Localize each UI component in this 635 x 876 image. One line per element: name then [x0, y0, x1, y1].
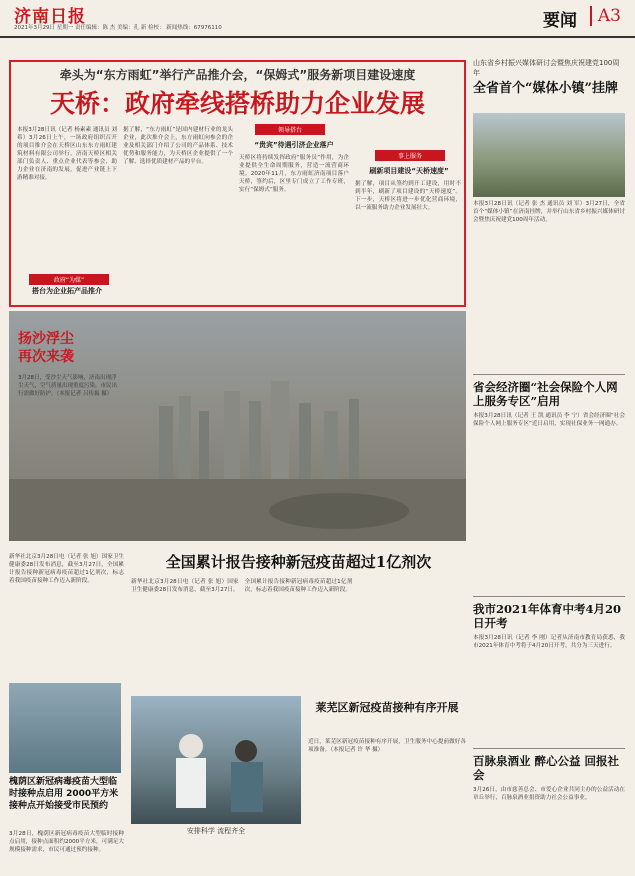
vaccine-text-left: 新华社北京3月28日电（记者 张 旭）国家卫生健康委28日发布消息，截至3月27日，全国累计报告接种新冠病毒疫苗超过1亿剂次，标志着我国疫苗接种工作迈入新阶段。	[9, 554, 124, 584]
divider	[473, 748, 625, 749]
lead-column-2: 据了解，“东方雨虹”是国内建材行业的龙头企业，此次推介会上，东方雨虹向参会的企业及相关部门介绍了公司的产品体系、技术优势和服务能力，为天桥区企业提供了一个了解、选择优质建材产品的平台。	[123, 127, 233, 165]
page-number: A3	[590, 6, 621, 26]
subtitle-1: 搭台为企业拓产品推介	[32, 287, 102, 295]
vaccination-photo	[131, 696, 301, 824]
right-item-2-headline: 省会经济圈“社会保险个人网上服务专区”启用	[473, 380, 618, 408]
newspaper-brand: 济南日报	[14, 7, 86, 27]
right-item-1-text: 本报3月28日讯（记者 张 杰 通讯员 刘 军）3月27日，全省首个“媒体小镇”在济南挂牌，并举行山东省乡村振兴媒体研讨会暨焦庆祝建党100周年活动。	[473, 201, 625, 223]
photo-title-2: 再次来袭	[18, 349, 74, 365]
vaccination-site-photo	[9, 683, 121, 773]
photo-caption-block	[18, 330, 118, 398]
right-item-1-kicker: 山东省乡村振兴媒体研讨会暨焦庆祝建党100周年	[473, 59, 620, 77]
lead-column-1: 本报3月28日讯（记者 杨素素 通讯员 刘希）3月26日上午，一场政府组织召开的项目推介会在天桥区山东东方雨虹建筑材料有限公司举行，济南天桥区相关部门负责人、重点企业代表等参会，助力企业在济南的发展，促进产业链上下游精准对接。	[17, 127, 117, 181]
subtitle-2: “贵宾”待遇引济企业落户	[254, 141, 334, 149]
masthead	[0, 0, 635, 38]
media-town-photo	[473, 113, 625, 197]
vaccine-text-main: 新华社北京3月28日电（记者 张 旭）国家卫生健康委28日发布消息，截至3月27日，全国累计报告接种新冠病毒疫苗超过1亿剂次，标志着我国疫苗接种工作迈入新阶段。	[131, 579, 353, 593]
photo-caption: 3月28日，受沙尘天气影响，济南出现浮尘天气，空气质量出现重度污染。市民出行需做好防护。（本报记者 吕传振 摄）	[18, 375, 118, 397]
right-item-3-headline: 我市2021年体育中考4月20日开考	[473, 602, 622, 630]
lead-article	[9, 60, 466, 307]
photo-title-1: 扬沙浮尘	[18, 331, 74, 347]
laiwu-text: 近日，莱芜区新冠疫苗接种有序开展，卫生服务中心提前做好各项准备。（本报记者 许 华 摄）	[308, 739, 466, 753]
right-item-1	[473, 58, 625, 96]
lead-kicker: 牵头为“东方雨虹”举行产品推介会，“保姆式”服务新项目建设速度	[59, 68, 416, 82]
photo4-caption: 安排科学 流程齐全	[186, 827, 246, 835]
huaiyin-headline: 槐荫区新冠病毒疫苗大型临时接种点启用 2000平方米接种点开始接受市民预约	[9, 777, 119, 811]
lead-headline: 天桥：政府牵线搭桥助力企业发展	[49, 89, 425, 118]
vaccine-headline: 全国累计报告接种新冠疫苗超过1亿剂次	[165, 553, 432, 571]
lead-column-3: 天桥区将持续发挥政府“服务员”作用，为企业提供全生命周期服务，营造一流营商环境。2020年11月，东方雨虹济南项目落户天桥，签约后，区里专门成立了工作专班，实行“保姆式”服务。	[239, 155, 349, 193]
divider	[473, 596, 625, 597]
right-item-1-headline: 全省首个“媒体小镇”挂牌	[473, 81, 618, 96]
right-item-2	[473, 380, 625, 408]
huaiyin-text: 3月28日，槐荫区新冠病毒疫苗大型临时接种点启用，接种点面积约2000平方米，可满足大规模接种需求，市民可通过预约接种。	[9, 831, 124, 853]
right-item-4-headline: 百脉泉酒业 醉心公益 回报社会	[473, 754, 620, 782]
right-item-4	[473, 754, 625, 782]
medical-staff-illustration	[131, 696, 301, 824]
right-item-4-text: 3月26日，由市慈善总会、市爱心企业共同主办的公益活动在章丘举行，百脉泉酒业捐资助力社会公益事业。	[473, 787, 625, 801]
dateline: 2021年3月29日 星期一 责任编辑：陈 杰 美编：孔 新 检校： 新闻热线：67976110	[14, 25, 222, 31]
section-title: 要闻	[543, 11, 577, 31]
lead-column-4: 据了解，项目从签约到开工建设，用时不到半年，刷新了项目建设的“天桥速度”。下一步，天桥区将进一步优化营商环境，以一流服务助力企业发展壮大。	[355, 181, 461, 211]
right-item-3-text: 本报3月28日讯（记者 李 刚）记者从济南市教育局获悉，我市2021年体育中考将于4月20日开考，共分为三天进行。	[473, 635, 625, 649]
divider	[473, 374, 625, 375]
ribbon-leaders: 领导搭台	[255, 124, 325, 135]
subtitle-3: 刷新项目建设“天桥速度”	[369, 167, 449, 175]
laiwu-headline: 莱芜区新冠疫苗接种有序开展	[315, 701, 459, 714]
right-item-2-text: 本报3月28日讯（记者 王 凯 通讯员 李 宁）省会经济圈“社会保险个人网上服务专区”近日启用，实现社保业务一网通办。	[473, 413, 625, 427]
ribbon-government: 政府“为媒”	[29, 274, 109, 285]
right-item-3	[473, 602, 625, 630]
ribbon-service: 事上服务	[375, 150, 445, 161]
